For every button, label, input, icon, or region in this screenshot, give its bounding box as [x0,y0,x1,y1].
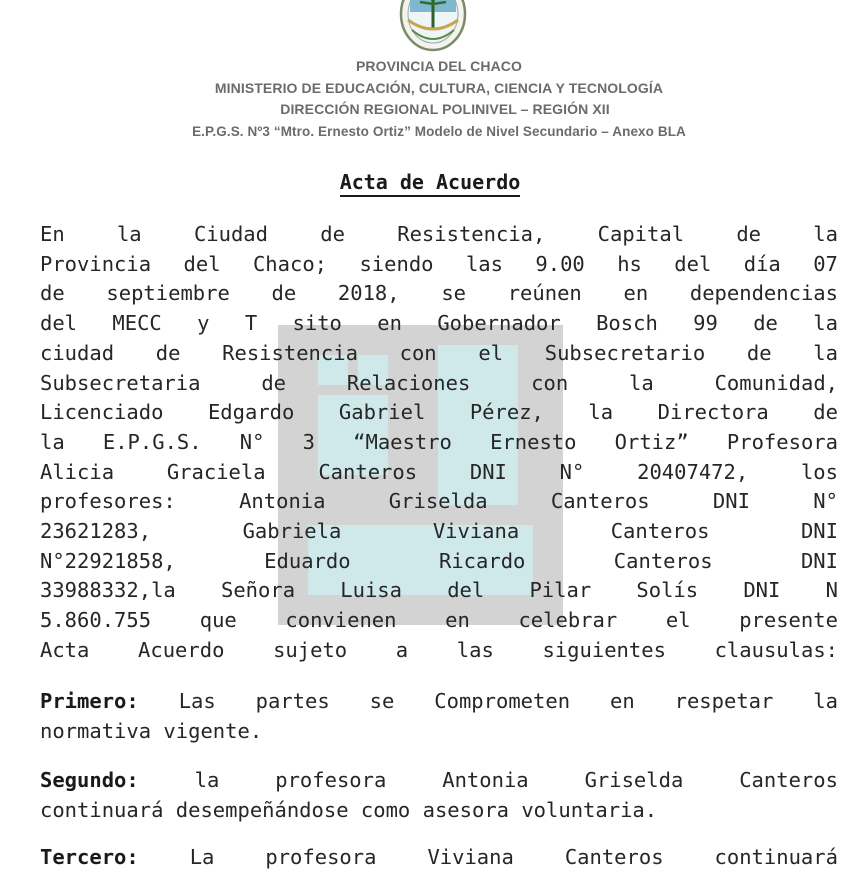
letterhead-direction: DIRECCIÓN REGIONAL POLINIVEL – REGIÓN XII [280,101,610,117]
intro-line: profesores: Antonia Griselda Canteros DNI N° [40,489,838,514]
clause-text: continuará desempeñándose como asesora voluntaria. [40,798,658,822]
clause-first-line: Primero: Las partes se Comprometen en respetar la [40,686,838,716]
intro-line: Alicia Graciela Canteros DNI N° 20407472, los [40,459,838,484]
clause-tercero [40,842,838,872]
clause-label: Tercero: [40,845,139,869]
letterhead-province: PROVINCIA DEL CHACO [355,58,523,74]
intro-line: Provincia del Chaco; siendo las 9.00 hs del día 07 [40,251,838,276]
intro-line: En la Ciudad de Resistencia, Capital de la [40,222,838,246]
clause-first-line: Segundo: la profesora Antonia Griselda Canteros [40,765,838,795]
document-title-text: Acta de Acuerdo [340,170,521,197]
intro-line: de septiembre de 2018, se reúnen en dependencias [40,281,838,306]
letterhead-ministry: MINISTERIO DE EDUCACIÓN, CULTURA, CIENCIA Y TECNOLOGÍA [214,79,664,96]
clause-first-line: Tercero: La profesora Viviana Canteros continuará [40,842,838,872]
clause-label: Primero: [40,689,139,713]
clause-label: Segundo: [40,768,139,792]
intro-line: N°22921858, Eduardo Ricardo Canteros DNI [40,548,838,573]
intro-line: Subsecretaria de Relaciones con la Comunidad, [40,370,838,395]
document-title [0,170,860,194]
intro-line: Licenciado Edgardo Gabriel Pérez, la Directora de [40,400,838,425]
intro-line: la E.P.G.S. N° 3 “Maestro Ernesto Ortiz” Profesora [40,429,838,454]
intro-line: 5.860.755 que convienen en celebrar el presente [40,608,838,633]
intro-line: 23621283, Gabriela Viviana Canteros DNI [40,519,838,544]
clause-primero [40,686,838,746]
intro-line: ciudad de Resistencia con el Subsecretario de la [40,340,838,365]
intro-paragraph [40,220,838,666]
clause-segundo [40,765,838,825]
provincial-seal-icon [398,0,468,54]
intro-line: del MECC y T sito en Gobernador Bosch 99 de la [40,311,838,336]
clause-text: normativa vigente. [40,719,263,743]
intro-line: Acta Acuerdo sujeto a las siguientes clausulas: [40,637,838,662]
letterhead-school: E.P.G.S. Nº3 “Mtro. Ernesto Ortiz” Modelo de Nivel Secundario – Anexo BLA [192,123,686,139]
letterhead [0,56,860,142]
intro-line: 33988332,la Señora Luisa del Pilar Solís DNI N [40,578,838,603]
